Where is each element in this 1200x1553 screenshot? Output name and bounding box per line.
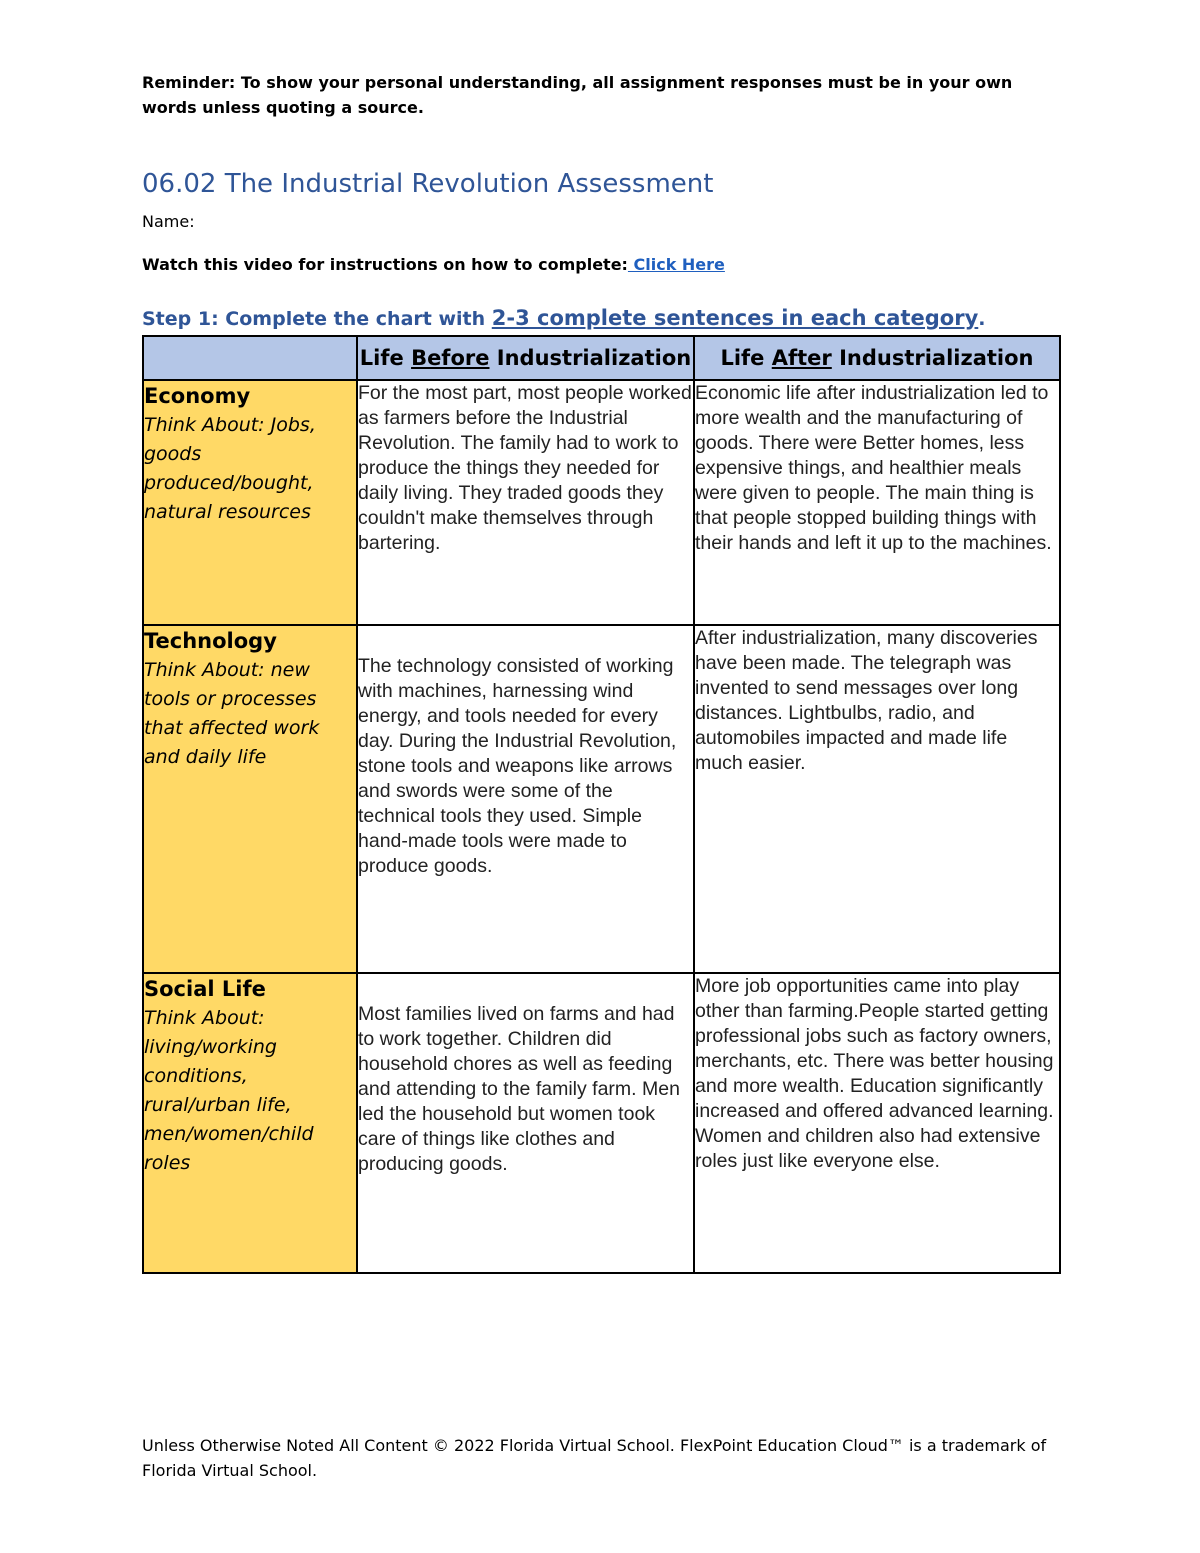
response-after-technology[interactable]: After industrialization, many discoveries have been made. The telegraph was invented to send messages over long distances. Lightbulbs, radio, and automobiles impacted and made life much easier. bbox=[694, 625, 1060, 973]
category-name: Technology bbox=[144, 629, 277, 653]
table-header-row bbox=[143, 336, 1060, 380]
header-after-pre: Life bbox=[720, 346, 772, 370]
response-before-economy[interactable]: For the most part, most people worked as farmers before the Industrial Revolution. The family had to work to produce the things they needed for daily living. They traded goods they couldn't make themselves through bartering. bbox=[357, 380, 694, 625]
video-instructions-text: Watch this video for instructions on how to complete: bbox=[142, 255, 628, 274]
industrialization-chart bbox=[142, 335, 1061, 1274]
footer-copyright: Unless Otherwise Noted All Content © 2022 Florida Virtual School. FlexPoint Education Cloud™ is a trademark of Florida Virtual School. bbox=[142, 1436, 1047, 1480]
response-before-technology[interactable]: The technology consisted of working with machines, harnessing wind energy, and tools needed for every day. During the Industrial Revolution, stone tools and weapons like arrows and swords were some of the technical tools they used. Simple hand-made tools were made to produce goods. bbox=[357, 625, 694, 973]
table-row bbox=[143, 625, 1060, 973]
category-cell-social-life bbox=[143, 973, 357, 1273]
response-after-social-life[interactable]: More job opportunities came into play other than farming.People started getting professional jobs such as factory owners, merchants, etc. There was better housing and more wealth. Education significantly increased and offered advanced learning. Women and children also had extensive roles just like everyone else. bbox=[694, 973, 1060, 1273]
reminder-text: Reminder: To show your personal understanding, all assignment responses must be in your own words unless quoting a source. bbox=[142, 73, 1013, 117]
header-before-post: Industrialization bbox=[489, 346, 692, 370]
header-before-pre: Life bbox=[359, 346, 412, 370]
response-after-economy[interactable]: Economic life after industrialization led to more wealth and the manufacturing of goods. There were Better homes, less expensive things, and healthier meals were given to people. The main thing is that people stopped building things with their hands and left it up to the machines. bbox=[694, 380, 1060, 625]
video-instructions bbox=[142, 253, 725, 277]
page-title: 06.02 The Industrial Revolution Assessment bbox=[142, 169, 714, 199]
category-think-about: Think About: new tools or processes that affected work and daily life bbox=[144, 659, 320, 768]
category-name: Economy bbox=[144, 384, 251, 408]
category-name: Social Life bbox=[144, 977, 266, 1001]
step-1-emphasis: 2-3 complete sentences in each category bbox=[491, 306, 979, 330]
header-before bbox=[357, 336, 694, 380]
category-think-about: Think About: living/working conditions, rural/urban life, men/women/child roles bbox=[144, 1007, 314, 1174]
header-empty-cell bbox=[143, 336, 357, 380]
response-before-social-life[interactable]: Most families lived on farms and had to work together. Children did household chores as well as feeding and attending to the family farm. Men led the household but women took care of things like clothes and producing goods. bbox=[357, 973, 694, 1273]
category-cell-technology bbox=[143, 625, 357, 973]
header-before-em: Before bbox=[411, 346, 490, 370]
category-cell-economy bbox=[143, 380, 357, 625]
step-1-suffix: . bbox=[978, 308, 986, 330]
step-1-prefix: Step 1: Complete the chart with bbox=[142, 308, 492, 330]
header-after-post: Industrialization bbox=[831, 346, 1034, 370]
step-1-heading bbox=[142, 304, 985, 333]
click-here-link[interactable]: Click Here bbox=[627, 255, 725, 274]
name-label: Name: bbox=[142, 212, 195, 231]
table-row bbox=[143, 973, 1060, 1273]
header-after bbox=[694, 336, 1060, 380]
header-after-em: After bbox=[771, 346, 832, 370]
table-row bbox=[143, 380, 1060, 625]
category-think-about: Think About: Jobs, goods produced/bought, natural resources bbox=[144, 414, 316, 523]
